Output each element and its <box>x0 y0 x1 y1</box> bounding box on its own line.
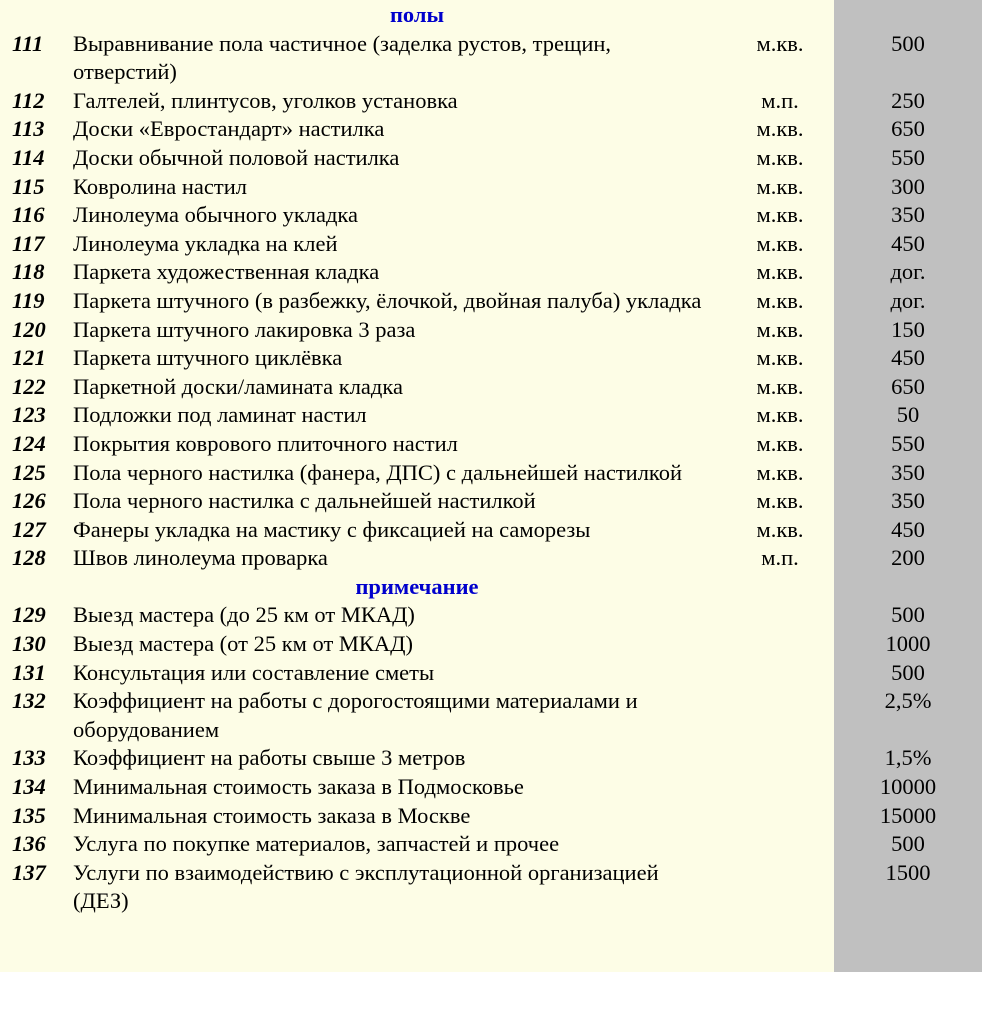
service-name: Минимальная стоимость заказа в Подмосковье <box>73 774 524 800</box>
table-row <box>0 173 982 202</box>
price-value: 300 <box>891 173 925 199</box>
service-name: Швов линолеума проварка <box>73 545 328 571</box>
price-value: 150 <box>891 316 925 342</box>
table-row <box>0 87 982 116</box>
price-value: 450 <box>891 516 925 542</box>
price-value: дог. <box>890 259 926 285</box>
unit-of-measure: м.кв. <box>756 316 804 342</box>
price-value: 500 <box>891 602 925 628</box>
price-value: 450 <box>891 230 925 256</box>
price-value: 350 <box>891 202 925 228</box>
row-number: 116 <box>12 202 45 228</box>
row-number: 124 <box>12 430 46 456</box>
table-row <box>0 601 982 630</box>
service-name: Пола черного настилка (фанера, ДПС) с дальнейшей настилкой <box>73 459 683 485</box>
row-number: 114 <box>12 144 45 170</box>
price-value: 350 <box>891 459 925 485</box>
unit-of-measure: м.кв. <box>756 116 804 142</box>
service-name: Выравнивание пола частичное (заделка рустов, трещин, отверстий) <box>73 30 612 85</box>
price-value: 550 <box>891 144 925 170</box>
service-name: Покрытия коврового плиточного настил <box>73 430 458 456</box>
service-name: Доски обычной половой настилка <box>73 144 400 170</box>
row-number: 126 <box>12 488 46 514</box>
row-number: 135 <box>12 802 46 828</box>
row-number: 131 <box>12 659 46 685</box>
unit-of-measure: м.кв. <box>756 430 804 456</box>
table-row <box>0 487 982 516</box>
section-title: примечание <box>355 573 479 599</box>
table-row <box>0 287 982 316</box>
table-row <box>0 115 982 144</box>
row-number: 128 <box>12 545 46 571</box>
service-name: Ковролина настил <box>73 173 248 199</box>
table-row <box>0 30 982 87</box>
row-number: 125 <box>12 459 46 485</box>
row-number: 120 <box>12 316 46 342</box>
service-name: Коэффициент на работы с дорогостоящими материалами и оборудованием <box>73 688 638 742</box>
table-row <box>0 316 982 345</box>
row-number: 129 <box>12 602 46 628</box>
table-row <box>0 459 982 488</box>
unit-of-measure: м.кв. <box>756 373 804 399</box>
row-number: 122 <box>12 373 46 399</box>
service-name: Подложки под ламинат настил <box>73 402 367 428</box>
row-number: 121 <box>12 345 46 371</box>
price-value: 350 <box>891 488 925 514</box>
table-row <box>0 744 982 773</box>
service-name: Пола черного настилка с дальнейшей настилкой <box>73 488 536 514</box>
price-value: 550 <box>891 430 925 456</box>
table-row <box>0 659 982 688</box>
table-row <box>0 201 982 230</box>
unit-of-measure: м.кв. <box>756 202 804 228</box>
service-name: Линолеума укладка на клей <box>73 230 338 256</box>
table-row <box>0 773 982 802</box>
row-number: 136 <box>12 831 46 857</box>
price-value: 1000 <box>885 631 931 657</box>
section-title: полы <box>389 2 445 27</box>
row-number: 123 <box>12 402 46 428</box>
table-row <box>0 373 982 402</box>
price-list-table <box>0 1 982 916</box>
row-number: 117 <box>12 230 45 256</box>
price-value: 1500 <box>885 859 931 885</box>
row-number: 132 <box>12 688 46 714</box>
table-row <box>0 544 982 573</box>
price-value: 250 <box>891 87 925 113</box>
service-name: Минимальная стоимость заказа в Москве <box>73 802 471 828</box>
price-value: дог. <box>890 287 926 313</box>
service-name: Паркета штучного циклёвка <box>73 345 343 371</box>
price-value: 2,5% <box>884 688 932 714</box>
unit-of-measure: м.кв. <box>756 144 804 170</box>
price-value: 500 <box>891 831 925 857</box>
service-name: Паркета штучного (в разбежку, ёлочкой, двойная палуба) укладка <box>73 287 702 313</box>
unit-of-measure: м.кв. <box>756 287 804 313</box>
price-value: 50 <box>896 402 920 428</box>
table-row <box>0 144 982 173</box>
service-name: Паркета художественная кладка <box>73 259 380 285</box>
row-number: 130 <box>12 631 46 657</box>
row-number: 113 <box>12 116 45 142</box>
unit-of-measure: м.кв. <box>756 459 804 485</box>
row-number: 134 <box>12 774 46 800</box>
service-name: Услуга по покупке материалов, запчастей и прочее <box>73 831 560 857</box>
row-number: 115 <box>12 173 45 199</box>
row-number: 133 <box>12 745 46 771</box>
price-value: 650 <box>891 373 925 399</box>
price-value: 650 <box>891 116 925 142</box>
price-value: 15000 <box>879 802 937 828</box>
row-number: 119 <box>12 287 45 313</box>
price-value: 500 <box>891 30 925 56</box>
unit-of-measure: м.кв. <box>756 516 804 542</box>
service-name: Коэффициент на работы свыше 3 метров <box>73 745 466 771</box>
table-row <box>0 230 982 259</box>
service-name: Услуги по взаимодействию с эксплутационной организацией (ДЕЗ) <box>73 859 659 914</box>
service-name: Галтелей, плинтусов, уголков установка <box>73 87 458 113</box>
unit-of-measure: м.кв. <box>756 488 804 514</box>
price-value: 450 <box>891 345 925 371</box>
table-row <box>0 516 982 545</box>
unit-of-measure: м.п. <box>761 87 799 113</box>
price-value: 200 <box>891 545 925 571</box>
price-value: 10000 <box>879 774 937 800</box>
table-row <box>0 802 982 831</box>
service-name: Доски «Евростандарт» настилка <box>73 116 385 142</box>
unit-of-measure: м.кв. <box>756 173 804 199</box>
table-row <box>0 344 982 373</box>
unit-of-measure: м.кв. <box>756 30 804 56</box>
price-value: 500 <box>891 659 925 685</box>
unit-of-measure: м.кв. <box>756 230 804 256</box>
unit-of-measure: м.кв. <box>756 402 804 428</box>
table-row <box>0 401 982 430</box>
row-number: 137 <box>12 859 46 885</box>
row-number: 112 <box>12 87 45 113</box>
table-row <box>0 687 982 744</box>
service-name: Консультация или составление сметы <box>73 659 435 685</box>
table-row <box>0 630 982 659</box>
service-name: Выезд мастера (от 25 км от МКАД) <box>73 631 414 657</box>
unit-of-measure: м.кв. <box>756 259 804 285</box>
service-name: Паркета штучного лакировка 3 раза <box>73 316 416 342</box>
table-row <box>0 258 982 287</box>
service-name: Выезд мастера (до 25 км от МКАД) <box>73 602 415 628</box>
row-number: 118 <box>12 259 45 285</box>
table-row <box>0 830 982 859</box>
row-number: 127 <box>12 516 46 542</box>
service-name: Паркетной доски/ламината кладка <box>73 373 403 399</box>
table-row <box>0 859 982 916</box>
service-name: Линолеума обычного укладка <box>73 202 358 228</box>
price-value: 1,5% <box>884 745 932 771</box>
service-name: Фанеры укладка на мастику с фиксацией на саморезы <box>73 516 591 542</box>
table-row <box>0 430 982 459</box>
unit-of-measure: м.п. <box>761 545 799 571</box>
row-number: 111 <box>12 30 44 56</box>
unit-of-measure: м.кв. <box>756 345 804 371</box>
